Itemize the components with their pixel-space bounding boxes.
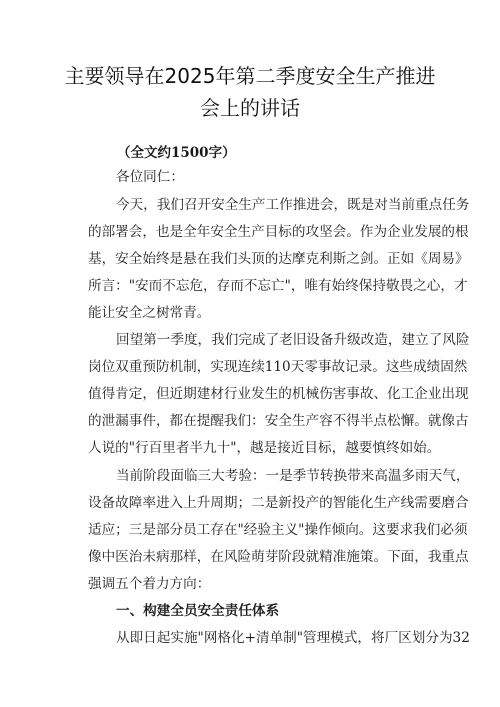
paragraph-line: 从即日起实施"网格化+清单制"管理模式，将厂区划分为32 xyxy=(116,630,470,646)
paragraph-line: 回望第一季度，我们完成了老旧设备升级改造，建立了风险 xyxy=(116,332,470,348)
paragraph-line: 当前阶段面临三大考验：一是季节转换带来高温多雨天气， xyxy=(116,468,470,484)
paragraph-line: 所言："安而不忘危，存而不忘亡"，唯有始终保持敬畏之心，才 xyxy=(88,278,468,294)
paragraph-line: 的泄漏事件，都在提醒我们：安全生产容不得半点松懈。就像古 xyxy=(88,413,469,429)
paragraph-line: 适应；三是部分员工存在"经验主义"操作倾向。这要求我们必须 xyxy=(88,522,468,538)
paragraph-line: 能让安全之树常青。 xyxy=(88,305,211,321)
title-line-1: 主要领导在2025年第二季度安全生产推进 xyxy=(64,64,436,88)
paragraph-line: 人说的"行百里者半九十"，越是接近目标，越要慎终如始。 xyxy=(88,440,441,456)
paragraph-line: 像中医治未病那样，在风险萌芽阶段就精准施策。下面，我重点 xyxy=(88,549,469,565)
paragraph-line: 今天，我们召开安全生产工作推进会，既是对当前重点任务 xyxy=(116,197,470,213)
paragraph-line: 岗位双重预防机制，实现连续110天零事故记录。这些成绩固然 xyxy=(88,359,468,375)
paragraph-line: 值得肯定，但近期建材行业发生的机械伤害事故、化工企业出现 xyxy=(88,386,469,402)
paragraph-line: 基，安全始终是悬在我们头顶的达摩克利斯之剑。正如《周易》 xyxy=(88,251,469,267)
title-line-2: 会上的讲话 xyxy=(200,96,300,120)
document-title xyxy=(62,60,438,124)
paragraph-line: 强调五个着力方向： xyxy=(88,576,211,592)
salutation: 各位同仁： xyxy=(116,169,184,185)
paragraph-line: 的部署会，也是全年安全生产目标的攻坚会。作为企业发展的根 xyxy=(88,224,469,240)
paragraph-line: 设备故障率进入上升周期；二是新投产的智能化生产线需要磨合 xyxy=(88,495,469,511)
word-count-note: （全文约1500字） xyxy=(117,145,236,161)
section-heading: 一、构建全员安全责任体系 xyxy=(116,603,280,619)
